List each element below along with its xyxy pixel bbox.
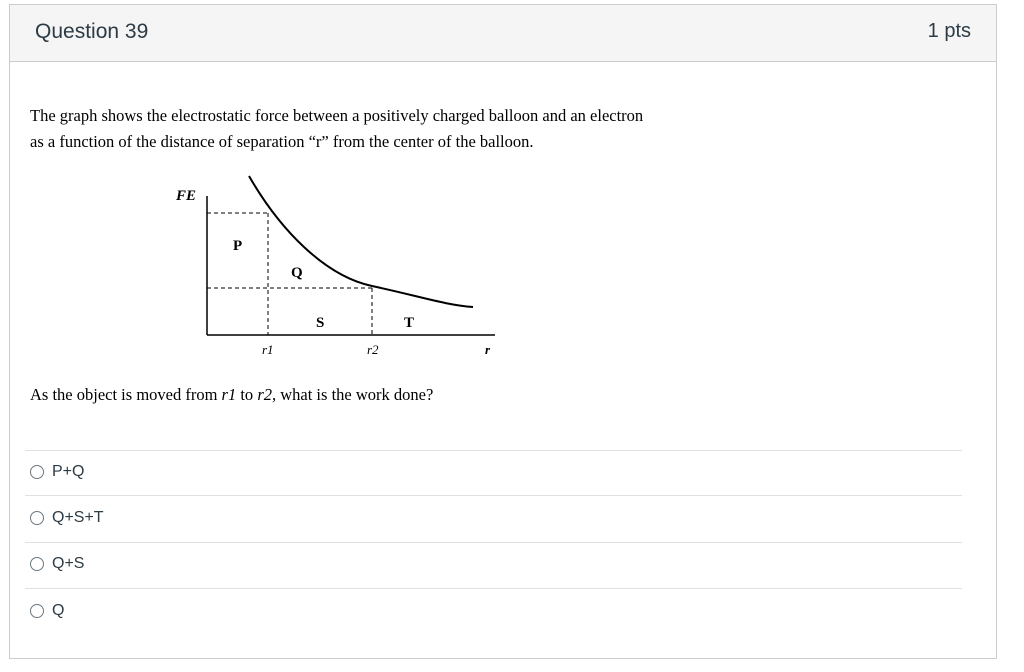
- answer-option-2[interactable]: [30, 506, 104, 530]
- radio-button[interactable]: [30, 604, 44, 618]
- radio-button[interactable]: [30, 465, 44, 479]
- question-prompt-line-1: The graph shows the electrostatic force between a positively charged balloon and an electron: [30, 106, 644, 125]
- force-graph: [160, 168, 520, 368]
- x-axis-label: r: [485, 342, 491, 357]
- answer-divider: [25, 588, 962, 589]
- answer-label: Q+S: [52, 555, 85, 572]
- force-distance-figure: [160, 168, 520, 373]
- answer-divider: [25, 450, 962, 451]
- answer-divider: [25, 495, 962, 496]
- force-curve: [249, 176, 473, 307]
- tick-r1-label: r1: [262, 342, 274, 357]
- answer-label: P+Q: [52, 463, 85, 480]
- ask-r2: r2: [257, 385, 272, 404]
- answer-option-4[interactable]: [30, 599, 64, 623]
- answer-option-1[interactable]: [30, 460, 84, 484]
- ask-middle: to: [236, 385, 258, 404]
- region-t-label: T: [404, 315, 415, 331]
- region-q-label: Q: [291, 265, 303, 281]
- answer-label: Q+S+T: [52, 509, 104, 526]
- tick-r2-label: r2: [367, 342, 379, 357]
- region-s-label: S: [316, 315, 325, 331]
- question-header: [10, 5, 996, 62]
- ask-prefix: As the object is moved from: [30, 385, 222, 404]
- answer-divider: [25, 542, 962, 543]
- answer-option-3[interactable]: [30, 552, 84, 576]
- ask-r1: r1: [221, 385, 237, 404]
- region-p-label: P: [233, 238, 243, 254]
- answer-label: Q: [52, 602, 65, 619]
- ask-suffix: , what is the work done?: [271, 385, 434, 404]
- question-prompt-line-2: as a function of the distance of separation “r” from the center of the balloon.: [30, 132, 534, 151]
- question-points: 1 pts: [927, 20, 971, 42]
- question-title: Question 39: [35, 20, 149, 43]
- radio-button[interactable]: [30, 511, 44, 525]
- y-axis-label: FE: [176, 188, 197, 204]
- question-ask: [30, 385, 433, 405]
- radio-button[interactable]: [30, 557, 44, 571]
